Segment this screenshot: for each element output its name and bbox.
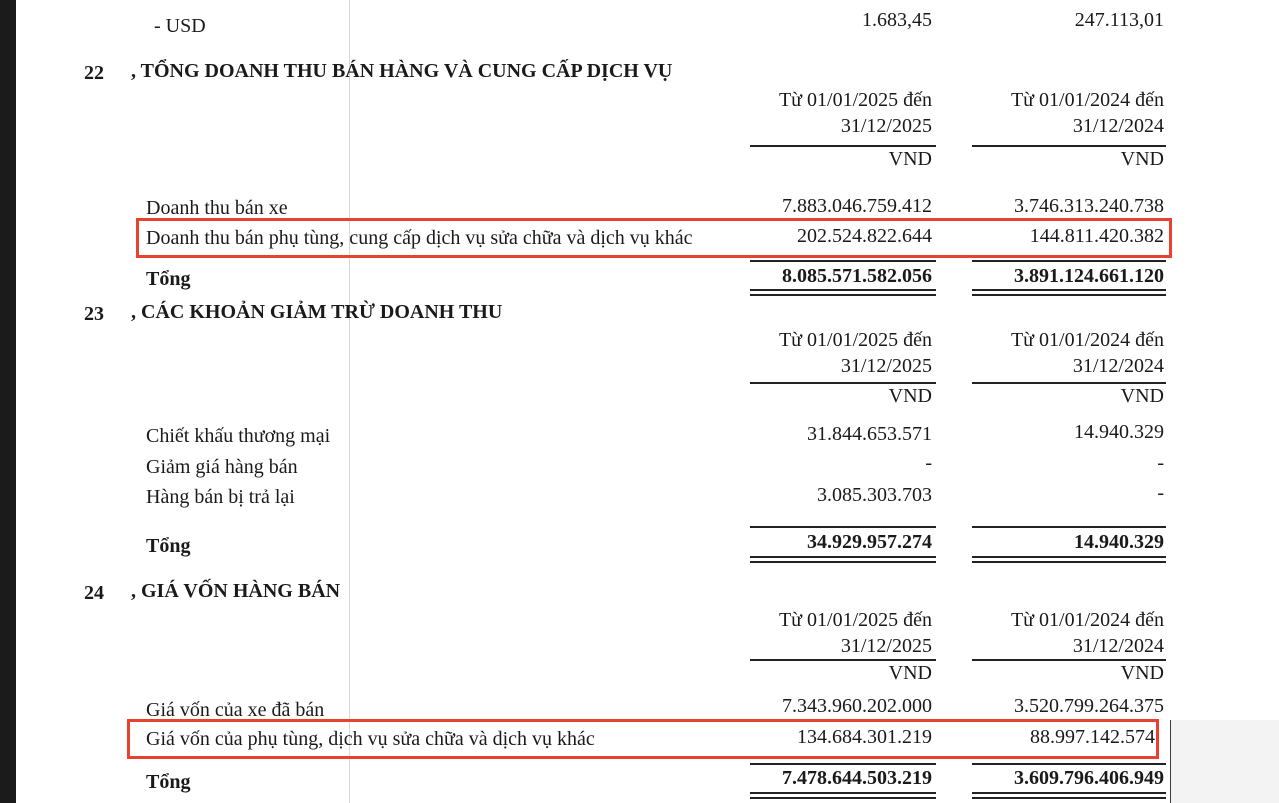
section-24-row-value-2024: 3.520.799.264.375 xyxy=(1014,695,1164,717)
section-23-row-label: Hàng bán bị trả lại xyxy=(146,486,295,508)
section-23-total-label: Tổng xyxy=(146,535,191,557)
section-24-row-value-2024: 88.997.142.574 xyxy=(1030,726,1155,748)
section-22-col2-total-rule xyxy=(972,260,1166,262)
section-24-col2-header-line2: 31/12/2024 xyxy=(1072,635,1164,657)
section-24-number: 24 xyxy=(84,582,104,604)
section-24-col2-header-line1: Từ 01/01/2024 đến xyxy=(1010,609,1164,631)
section-22-unit-col1: VND xyxy=(888,148,932,170)
section-22-col2-header-line1: Từ 01/01/2024 đến xyxy=(1010,89,1164,111)
highlight-box-revenue-parts xyxy=(136,218,1172,258)
section-22-number: 22 xyxy=(84,62,104,84)
section-23-unit-col2: VND xyxy=(1120,385,1164,407)
section-24-title: , GIÁ VỐN HÀNG BÁN xyxy=(131,580,341,602)
section-23-row-value-2025: - xyxy=(925,452,932,474)
section-23-row-value-2024: 14.940.329 xyxy=(1074,421,1164,443)
section-24-total-label: Tổng xyxy=(146,771,191,793)
section-22-total-value-2025: 8.085.571.582.056 xyxy=(782,265,932,287)
section-23-number: 23 xyxy=(84,303,104,325)
section-24-col1-header-line1: Từ 01/01/2025 đến xyxy=(778,609,932,631)
section-23-row-value-2025: 31.844.653.571 xyxy=(807,423,932,445)
section-23-row-value-2024: - xyxy=(1157,482,1164,504)
section-22-row-label: Doanh thu bán xe xyxy=(146,197,288,219)
section-22-total-label: Tổng xyxy=(146,268,191,290)
page-fold-line xyxy=(349,0,350,803)
section-23-title: , CÁC KHOẢN GIẢM TRỪ DOANH THU xyxy=(131,301,503,323)
section-22-title: , TỔNG DOANH THU BÁN HÀNG VÀ CUNG CẤP DỊCH VỤ xyxy=(131,60,673,82)
section-22-unit-col2: VND xyxy=(1120,148,1164,170)
section-22-row-value-2024: 144.811.420.382 xyxy=(1029,225,1164,247)
section-23-row-label: Chiết khấu thương mại xyxy=(146,425,331,447)
usd-row-value-2024: 247.113,01 xyxy=(1074,9,1164,31)
section-22-row-label: Doanh thu bán phụ tùng, cung cấp dịch vụ sửa chữa và dịch vụ khác xyxy=(146,227,693,249)
section-22-col2-header-line2: 31/12/2024 xyxy=(1072,115,1164,137)
section-23-col2-total-rule xyxy=(972,526,1166,528)
usd-row-value-2025: 1.683,45 xyxy=(862,9,932,31)
section-24-col1-total-rule xyxy=(750,763,936,765)
usd-row-label: - USD xyxy=(154,15,206,37)
section-22-col1-header-line1: Từ 01/01/2025 đến xyxy=(778,89,932,111)
section-24-total-value-2024: 3.609.796.406.949 xyxy=(1014,767,1164,789)
section-23-col1-double-rule xyxy=(750,556,936,563)
scan-right-edge-line xyxy=(1170,720,1171,803)
section-22-row-value-2025: 7.883.046.759.412 xyxy=(782,195,932,217)
section-22-total-value-2024: 3.891.124.661.120 xyxy=(1014,265,1164,287)
section-22-col1-header-line2: 31/12/2025 xyxy=(840,115,932,137)
section-23-col2-header-line2: 31/12/2024 xyxy=(1072,355,1164,377)
section-22-row-value-2024: 3.746.313.240.738 xyxy=(1014,195,1164,217)
section-22-row-value-2025: 202.524.822.644 xyxy=(797,225,932,247)
scan-left-edge xyxy=(0,0,16,803)
section-23-col2-header-line1: Từ 01/01/2024 đến xyxy=(1010,329,1164,351)
section-24-row-label: Giá vốn của phụ tùng, dịch vụ sửa chữa và dịch vụ khác xyxy=(146,728,595,750)
section-24-unit-col1: VND xyxy=(888,662,932,684)
section-24-col2-total-rule xyxy=(972,763,1166,765)
section-22-col1-total-rule xyxy=(750,260,936,262)
section-24-unit-col2: VND xyxy=(1120,662,1164,684)
section-23-total-value-2024: 14.940.329 xyxy=(1074,531,1164,553)
section-23-row-value-2024: - xyxy=(1157,452,1164,474)
highlight-box-cogs-parts xyxy=(127,719,1159,759)
section-23-col1-header-line1: Từ 01/01/2025 đến xyxy=(778,329,932,351)
section-23-row-label: Giảm giá hàng bán xyxy=(146,456,298,478)
section-23-col2-double-rule xyxy=(972,556,1166,563)
section-22-col2-double-rule xyxy=(972,289,1166,296)
section-24-row-label: Giá vốn của xe đã bán xyxy=(146,699,325,721)
section-24-total-value-2025: 7.478.644.503.219 xyxy=(782,767,932,789)
section-23-unit-col1: VND xyxy=(888,385,932,407)
section-24-col2-double-rule xyxy=(972,792,1166,799)
scan-right-edge-shadow xyxy=(1170,720,1279,803)
section-24-row-value-2025: 7.343.960.202.000 xyxy=(782,695,932,717)
section-23-col1-total-rule xyxy=(750,526,936,528)
section-23-col1-header-line2: 31/12/2025 xyxy=(840,355,932,377)
section-24-col1-double-rule xyxy=(750,792,936,799)
section-22-col1-double-rule xyxy=(750,289,936,296)
section-24-row-value-2025: 134.684.301.219 xyxy=(797,726,932,748)
section-23-total-value-2025: 34.929.957.274 xyxy=(807,531,932,553)
section-24-col1-header-line2: 31/12/2025 xyxy=(840,635,932,657)
section-23-row-value-2025: 3.085.303.703 xyxy=(817,484,932,506)
